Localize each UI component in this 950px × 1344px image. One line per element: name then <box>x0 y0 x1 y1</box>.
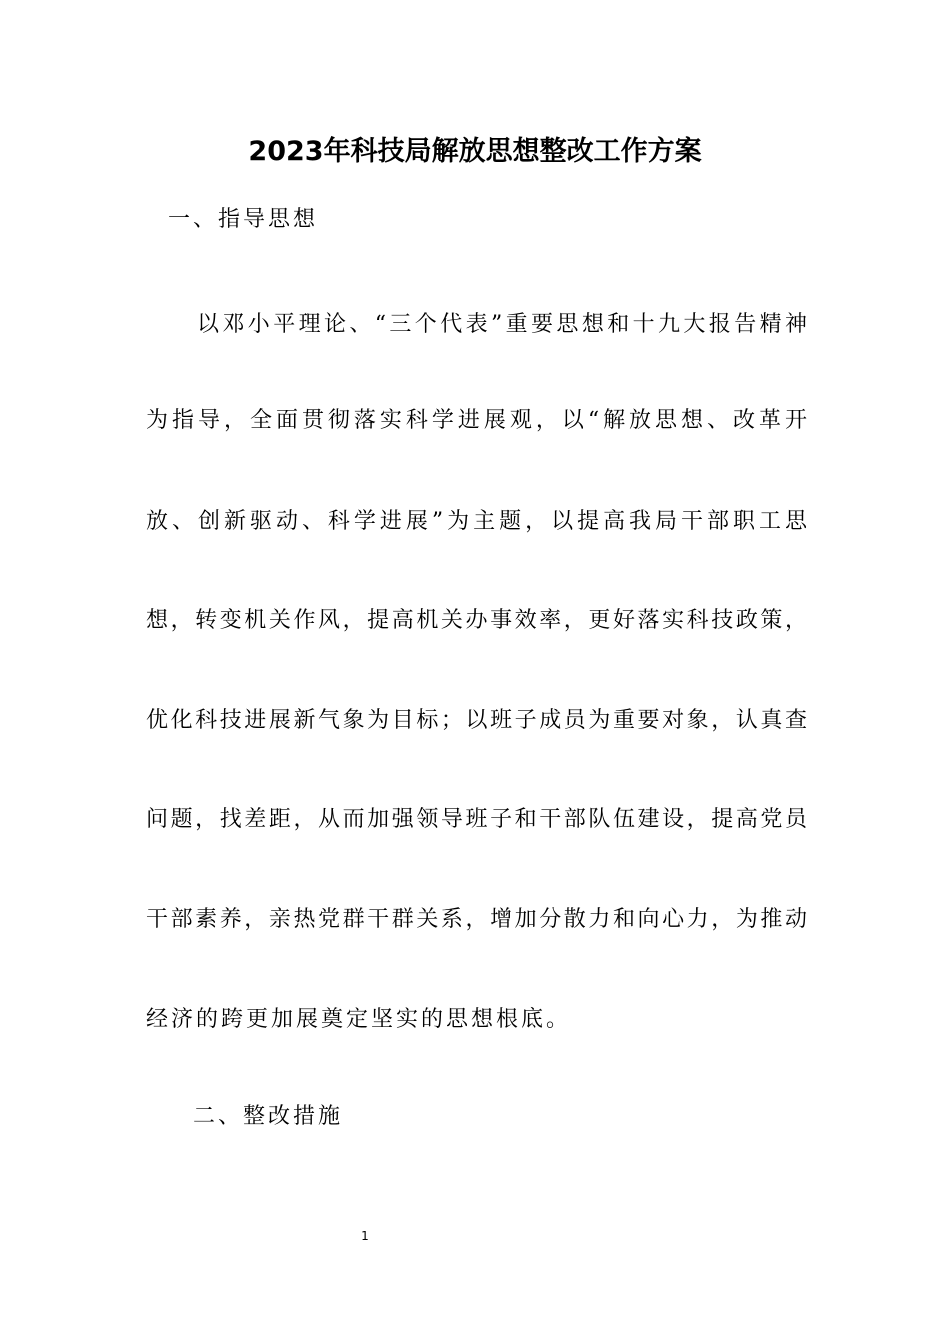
paragraph-line: 干部素养，亲热党群干群关系，增加分散力和向心力，为推动 <box>146 907 808 932</box>
section-heading-guiding-ideology: 一、指导思想 <box>168 207 319 232</box>
section-heading-rectification-measures: 二、整改措施 <box>193 1104 344 1129</box>
paragraph-line: 问题，找差距，从而加强领导班子和干部队伍建设，提高党员 <box>146 807 808 832</box>
paragraph-line: 想，转变机关作风，提高机关办事效率，更好落实科技政策， <box>146 608 808 633</box>
document-title: 2023年科技局解放思想整改工作方案 <box>248 136 702 167</box>
paragraph-line: 优化科技进展新气象为目标；以班子成员为重要对象，认真查 <box>146 708 808 733</box>
page-number: 1 <box>361 1229 369 1243</box>
paragraph-line: 以邓小平理论、“三个代表”重要思想和十九大报告精神 <box>197 312 808 337</box>
paragraph-line: 放、创新驱动、科学进展”为主题，以提高我局干部职工思 <box>146 509 808 534</box>
paragraph-line: 为指导，全面贯彻落实科学进展观，以“解放思想、改革开 <box>146 408 808 433</box>
paragraph-line: 经济的跨更加展奠定坚实的思想根底。 <box>146 1007 572 1032</box>
